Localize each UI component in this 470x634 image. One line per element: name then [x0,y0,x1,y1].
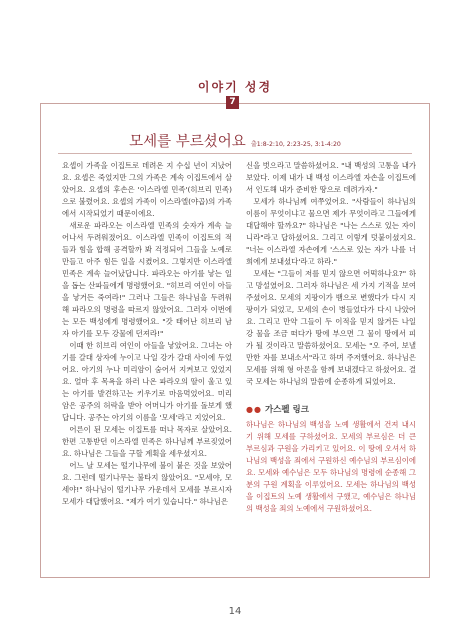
paragraph: 요셉이 가족을 이집트로 데려온 지 수십 년이 지났어요. 요셉은 죽었지만 그의 가족은 계속 이집트에서 살았어요. 요셉의 후손은 '이스라엘 민족'(히브리 민족)으로 불렸어요. 요셉의 가족이 이스라엘(야곱)의 가족에서 시작되었기 때문이에요. [62,161,232,218]
story-title-row [40,130,430,151]
gospel-link-heading-text: 가스펠 링크 [264,405,309,415]
paragraph: 어느 날 모세는 떨기나무에 불이 붙은 것을 보았어요. 그런데 떨기나무는 불타지 않았어요. "모세야, 모세야!" 하나님이 떨기나무 가운데서 모세를 부르시자 모세가 대답했어요. "제가 여기 있습니다." 하나님은 [62,461,232,506]
left-column [62,160,232,508]
paragraph: 신을 벗으라고 말씀하셨어요. "내 백성의 고통을 내가 보았다. 이제 내가 내 백성 이스라엘 자손을 이집트에서 인도해 내가 준비한 땅으로 데려가자." [246,161,416,194]
story-number-badge: 7 [226,96,239,109]
section-title: 이야기 성경 [197,80,273,94]
paragraph: 모세가 하나님께 여쭈었어요. "사람들이 하나님의 이름이 무엇이냐고 물으면 제가 무엇이라고 그들에게 대답해야 할까요?" 하나님은 "나는 스스로 있는 자이니라"라고 답하셨어요. 그리고 이렇게 덧붙이셨지요. "너는 이스라엘 자손에게 '스스로 있는 자가 나를 너희에게 보내셨다'라고 하라." [246,197,416,266]
gospel-link-body: 하나님은 하나님의 백성을 노예 생활에서 건져 내시기 위해 모세를 구하셨어요. 모세의 부르심은 더 큰 부르심과 구원을 가리키고 있어요. 이 땅에 오셔서 하나님의 백성을 죄에서 구원하신 예수님의 부르심이에요. 모세와 예수님은 모두 하나님의 명령에 순종해 그분의 구원 계획을 이루었어요. 모세는 하나님의 백성을 이집트의 노예 생활에서 구했고, 예수님은 하나님의 백성을 죄의 노예에서 구원하셨어요. [246,420,416,513]
page-number: 14 [228,606,242,617]
bullet-dots-icon: ●● [246,405,262,414]
right-column [246,160,416,515]
story-title: 모세를 부르셨어요 [129,134,246,150]
scripture-references: 출1:8-2:10, 2:23-25, 3:1-4:20 [250,141,341,148]
gospel-link-heading [246,403,416,415]
paragraph: 어른이 된 모세는 이집트를 떠나 목자로 살았어요. 한편 고통받던 이스라엘 민족은 하나님께 부르짖었어요. 하나님은 그들을 구할 계획을 세우셨지요. [62,425,232,458]
paragraph: 이때 한 히브리 여인이 아들을 낳았어요. 그녀는 아기를 갈대 상자에 누이고 나일 강가 갈대 사이에 두었어요. 아기의 누나 미리암이 숨어서 지켜보고 있었지요. 얼마 후 목욕을 하러 나온 파라오의 딸이 울고 있는 아기를 발견하고는 키우기로 마음먹었어요. 미리암은 공주의 허락을 받아 어머니가 아기를 돌보게 했답니다. 공주는 아기의 이름을 '모세'라고 지었어요. [62,341,232,422]
title-divider [58,153,412,154]
paragraph: 새로운 파라오는 이스라엘 민족의 숫자가 계속 늘어나서 두려워졌어요. 이스라엘 민족이 이집트의 적들과 힘을 합해 공격할까 봐 걱정되어 그들을 노예로 만들고 아주 힘든 일을 시켰어요. 그렇지만 이스라엘 민족은 계속 늘어났답니다. 파라오는 아기를 낳는 일을 돕는 산파들에게 명령했어요. "히브리 여인이 아들을 낳거든 죽여라!" 그러나 그들은 하나님을 두려워해 파라오의 명령을 따르지 않았어요. 그러자 이번에는 모든 백성에게 명령했어요. "갓 태어난 히브리 남자 아기를 모두 강물에 던져라!" [62,221,232,338]
paragraph: 모세는 "그들이 저를 믿지 않으면 어떡하나요?" 하고 망설였어요. 그러자 하나님은 세 가지 기적을 보여 주셨어요. 모세의 지팡이가 뱀으로 변했다가 다시 지팡이가 되었고, 모세의 손이 병들었다가 다시 나았어요. 그리고 만약 그들이 두 이적을 믿지 않거든 나일 강 물을 조금 떠다가 땅에 부으면 그 물이 땅에서 피가 될 것이라고 말씀하셨어요. 모세는 "오 주여, 보낼 만한 자를 보내소서"라고 하며 주저했어요. 하나님은 모세를 위해 형 아론을 함께 보내겠다고 하셨어요. 결국 모세는 하나님의 말씀에 순종하게 되었어요. [246,269,416,386]
